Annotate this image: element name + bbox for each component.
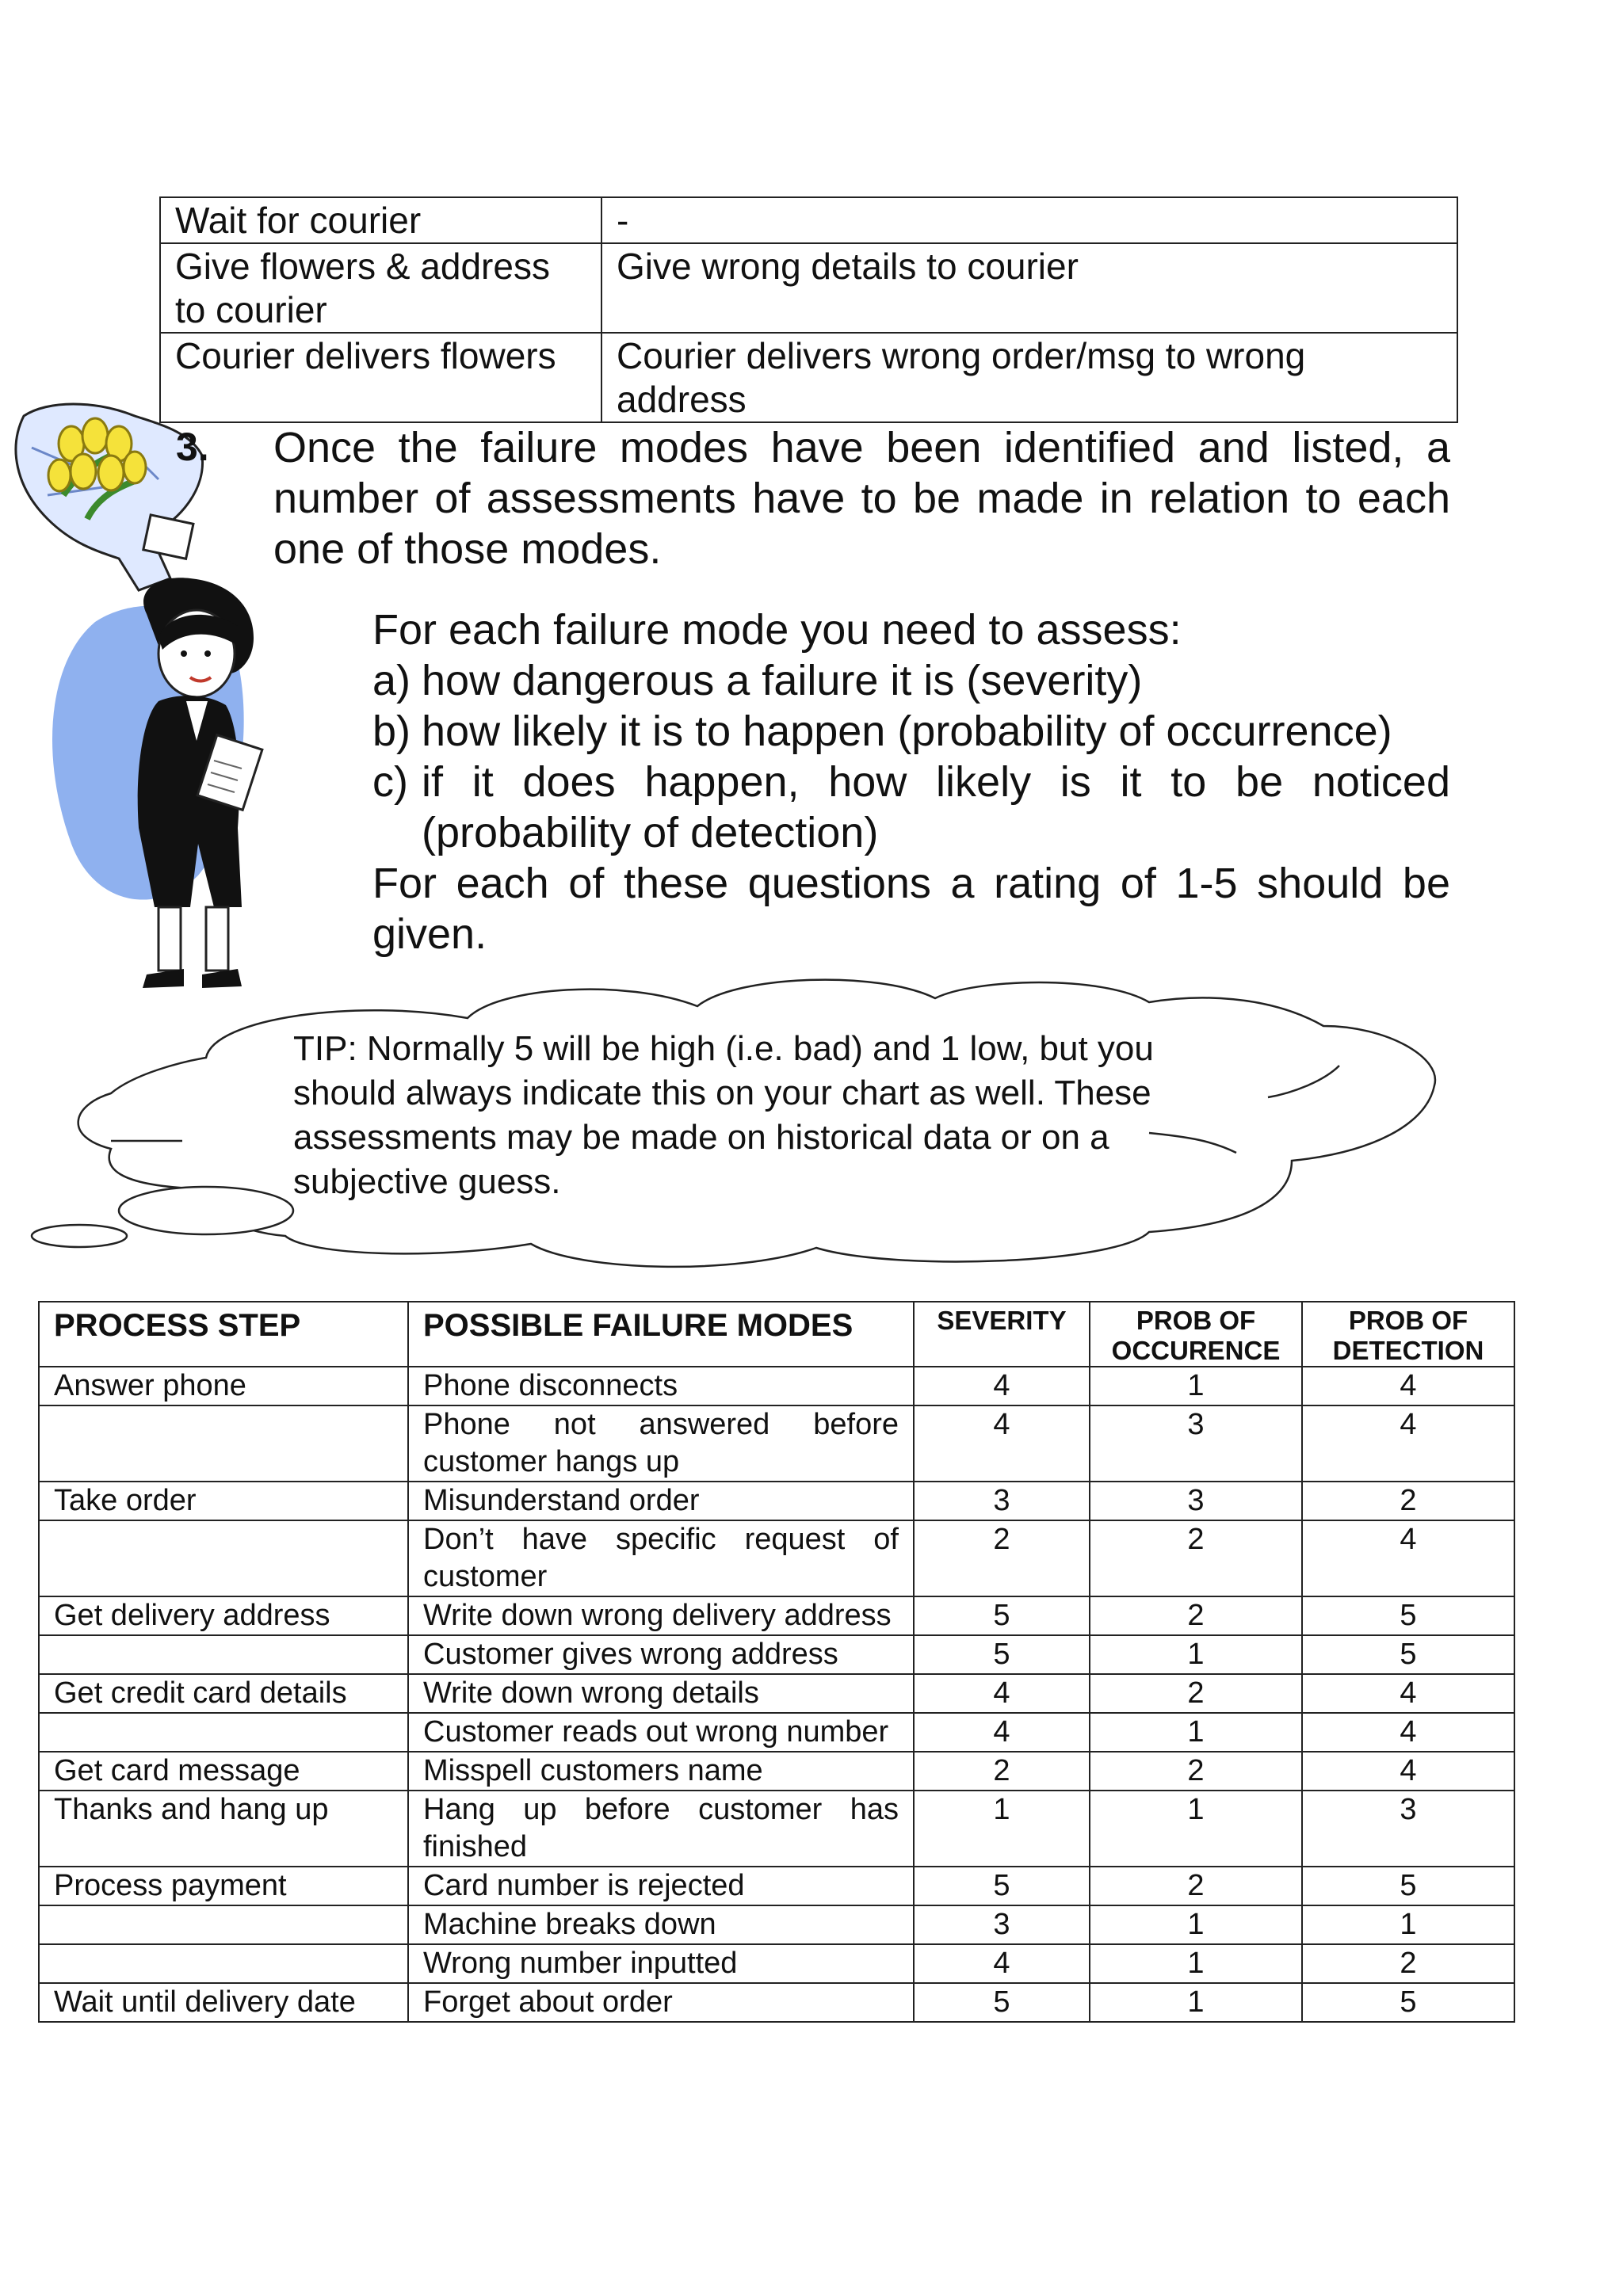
header-failure-modes: POSSIBLE FAILURE MODES <box>408 1302 914 1367</box>
detection-cell: 1 <box>1302 1905 1514 1944</box>
process-step-cell <box>39 1405 408 1482</box>
table-row <box>39 1596 1514 1635</box>
process-step-cell: Get card message <box>39 1752 408 1791</box>
severity-cell: 4 <box>914 1944 1090 1983</box>
table-row <box>39 1674 1514 1713</box>
occurrence-cell: 2 <box>1090 1520 1302 1596</box>
process-step-cell <box>39 1944 408 1983</box>
detection-cell: 2 <box>1302 1482 1514 1520</box>
detection-cell: 5 <box>1302 1635 1514 1674</box>
detection-cell: 4 <box>1302 1674 1514 1713</box>
list-item-text: if it does happen, how likely is it to be noticed <box>422 758 1450 806</box>
failure-mode-cell: Misspell customers name <box>408 1752 914 1791</box>
failure-mode-cell: Wrong number inputted <box>408 1944 914 1983</box>
table-row <box>39 1944 1514 1983</box>
table-row <box>160 243 1457 333</box>
table-row <box>160 333 1457 422</box>
process-step-cell <box>39 1520 408 1596</box>
detection-cell: 2 <box>1302 1944 1514 1983</box>
failure-mode-cell: Customer reads out wrong number <box>408 1713 914 1752</box>
table-header-row <box>39 1302 1514 1367</box>
process-step-cell: Get delivery address <box>39 1596 408 1635</box>
header-prob-occurrence: PROB OF OCCURENCE <box>1090 1302 1302 1367</box>
severity-cell: 4 <box>914 1674 1090 1713</box>
section-paragraph: Once the failure modes have been identified and listed, a number of assessments have to be made in relation to each one of those modes. <box>273 424 1450 573</box>
process-step-cell: Process payment <box>39 1867 408 1905</box>
failure-mode-cell: Forget about order <box>408 1983 914 2022</box>
failure-mode-cell: Give wrong details to courier <box>601 243 1457 333</box>
list-item-label: b) <box>372 707 411 755</box>
failure-mode-cell: Customer gives wrong address <box>408 1635 914 1674</box>
tip-text: TIP: Normally 5 will be high (i.e. bad) and 1 low, but you should always indicate this on your chart as well. These assessments may be made on historical data or on a subjective guess. <box>293 1029 1154 1201</box>
occurrence-cell: 1 <box>1090 1367 1302 1405</box>
process-step-cell: Get credit card details <box>39 1674 408 1713</box>
severity-cell: 4 <box>914 1405 1090 1482</box>
occurrence-cell: 2 <box>1090 1674 1302 1713</box>
severity-cell: 3 <box>914 1482 1090 1520</box>
failure-mode-cell: Write down wrong delivery address <box>408 1596 914 1635</box>
table-row <box>39 1635 1514 1674</box>
list-item-label: a) <box>372 657 411 704</box>
list-item-label: c) <box>372 758 408 806</box>
severity-cell: 5 <box>914 1596 1090 1635</box>
failure-mode-cell: Write down wrong details <box>408 1674 914 1713</box>
list-item-text-block <box>422 757 1450 858</box>
failure-mode-cell: Don’t have specific request of customer <box>408 1520 914 1596</box>
table-row <box>39 1905 1514 1944</box>
assessment-closing: For each of these questions a rating of 1-5 should be given. <box>372 860 1450 958</box>
detection-cell: 4 <box>1302 1367 1514 1405</box>
detection-cell: 4 <box>1302 1405 1514 1482</box>
table-row <box>39 1713 1514 1752</box>
list-item <box>372 757 1450 858</box>
failure-mode-cell: - <box>601 197 1457 243</box>
occurrence-cell: 2 <box>1090 1596 1302 1635</box>
detection-cell: 5 <box>1302 1867 1514 1905</box>
severity-cell: 2 <box>914 1520 1090 1596</box>
failure-mode-cell: Courier delivers wrong order/msg to wrong address <box>601 333 1457 422</box>
failure-mode-cell: Phone disconnects <box>408 1367 914 1405</box>
severity-cell: 2 <box>914 1752 1090 1791</box>
process-step-cell: Wait until delivery date <box>39 1983 408 2022</box>
occurrence-cell: 3 <box>1090 1405 1302 1482</box>
severity-cell: 5 <box>914 1635 1090 1674</box>
severity-cell: 4 <box>914 1367 1090 1405</box>
failure-mode-cell: Misunderstand order <box>408 1482 914 1520</box>
header-severity: SEVERITY <box>914 1302 1090 1367</box>
severity-cell: 4 <box>914 1713 1090 1752</box>
failure-mode-cell: Card number is rejected <box>408 1867 914 1905</box>
occurrence-cell: 1 <box>1090 1635 1302 1674</box>
process-step-cell: Thanks and hang up <box>39 1791 408 1867</box>
table-row <box>160 197 1457 243</box>
occurrence-cell: 1 <box>1090 1983 1302 2022</box>
failure-mode-cell: Phone not answered before customer hangs up <box>408 1405 914 1482</box>
failure-mode-cell: Machine breaks down <box>408 1905 914 1944</box>
header-process-step: PROCESS STEP <box>39 1302 408 1367</box>
list-item <box>372 655 1450 706</box>
list-item <box>372 706 1450 757</box>
detection-cell: 3 <box>1302 1791 1514 1867</box>
process-step-cell <box>39 1713 408 1752</box>
detection-cell: 4 <box>1302 1713 1514 1752</box>
occurrence-cell: 1 <box>1090 1713 1302 1752</box>
woman-with-flowers-illustration <box>0 400 293 1002</box>
section-number: 3. <box>176 425 209 469</box>
severity-cell: 5 <box>914 1983 1090 2022</box>
occurrence-cell: 1 <box>1090 1905 1302 1944</box>
assessment-intro: For each failure mode you need to assess: <box>372 606 1182 654</box>
list-item-text-continued: (probability of detection) <box>422 809 879 856</box>
failure-mode-cell: Hang up before customer has finished <box>408 1791 914 1867</box>
table-row <box>39 1752 1514 1791</box>
header-prob-detection: PROB OF DETECTION <box>1302 1302 1514 1367</box>
detection-cell: 5 <box>1302 1983 1514 2022</box>
list-item-text: how dangerous a failure it is (severity) <box>422 657 1143 704</box>
process-step-cell <box>39 1905 408 1944</box>
process-step-cell: Take order <box>39 1482 408 1520</box>
table-row <box>39 1520 1514 1596</box>
detection-cell: 5 <box>1302 1596 1514 1635</box>
table-row <box>39 1867 1514 1905</box>
table-row <box>39 1983 1514 2022</box>
list-item-text: how likely it is to happen (probability of occurrence) <box>422 707 1392 755</box>
table-row <box>39 1367 1514 1405</box>
process-step-cell: Give flowers & address to courier <box>160 243 601 333</box>
occurrence-cell: 2 <box>1090 1867 1302 1905</box>
process-steps-table <box>159 196 1458 423</box>
process-step-cell <box>39 1635 408 1674</box>
process-step-cell: Wait for courier <box>160 197 601 243</box>
occurrence-cell: 1 <box>1090 1791 1302 1867</box>
detection-cell: 4 <box>1302 1520 1514 1596</box>
fmea-table <box>38 1301 1515 2023</box>
severity-cell: 3 <box>914 1905 1090 1944</box>
severity-cell: 1 <box>914 1791 1090 1867</box>
occurrence-cell: 1 <box>1090 1944 1302 1983</box>
detection-cell: 4 <box>1302 1752 1514 1791</box>
table-row <box>39 1482 1514 1520</box>
occurrence-cell: 3 <box>1090 1482 1302 1520</box>
assessment-list <box>372 605 1450 959</box>
severity-cell: 5 <box>914 1867 1090 1905</box>
occurrence-cell: 2 <box>1090 1752 1302 1791</box>
table-row <box>39 1405 1514 1482</box>
table-row <box>39 1791 1514 1867</box>
process-step-cell: Courier delivers flowers <box>160 333 601 422</box>
process-step-cell: Answer phone <box>39 1367 408 1405</box>
